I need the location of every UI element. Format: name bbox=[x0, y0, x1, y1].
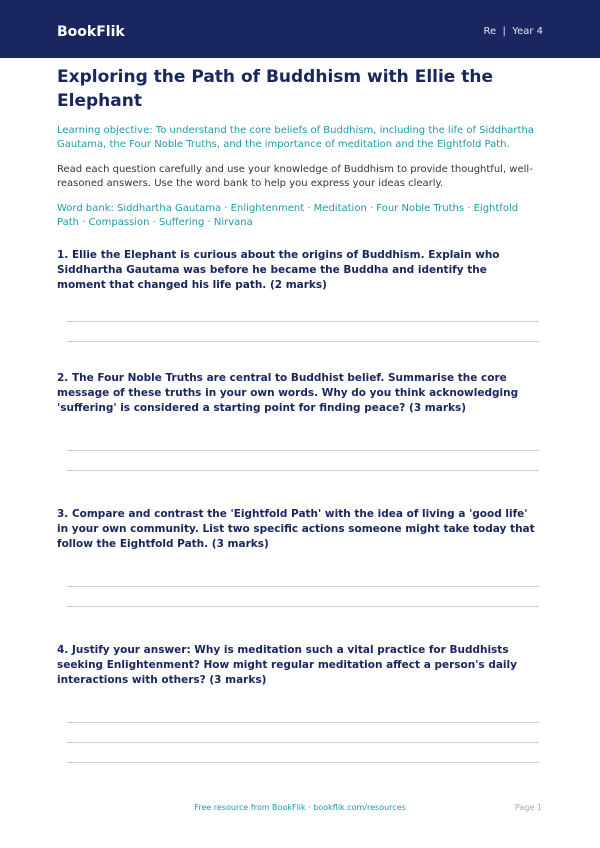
answer-line[interactable] bbox=[67, 722, 539, 723]
answer-line[interactable] bbox=[67, 470, 539, 471]
subject-year-label: Re | Year 4 bbox=[483, 26, 543, 37]
header-bar bbox=[0, 0, 600, 58]
answer-line[interactable] bbox=[67, 606, 539, 607]
answer-line[interactable] bbox=[67, 450, 539, 451]
answer-lines-3 bbox=[67, 586, 539, 607]
question-1: 1. Ellie the Elephant is curious about the origins of Buddhism. Explain who Siddhartha Gautama was before he became the Buddha and identify the moment that changed his life path. (2 marks) bbox=[57, 249, 500, 291]
answer-line[interactable] bbox=[67, 321, 539, 322]
question-4: 4. Justify your answer: Why is meditation such a vital practice for Buddhists seeking Enlightenment? How might regular meditation affect a person's daily interactions with others? (3 marks) bbox=[57, 644, 517, 686]
answer-lines-2 bbox=[67, 450, 539, 471]
word-bank: Word bank: Siddhartha Gautama · Enlightenment · Meditation · Four Noble Truths · Eightfold Path · Compassion · Suffering · Nirvana bbox=[57, 203, 519, 228]
answer-line[interactable] bbox=[67, 742, 539, 743]
worksheet-content bbox=[57, 65, 539, 763]
question-2: 2. The Four Noble Truths are central to Buddhist belief. Summarise the core message of these truths in your own words. Why do you think acknowledging 'suffering' is considered a starting point for finding peace? (3 marks) bbox=[57, 372, 519, 414]
answer-lines-1 bbox=[67, 321, 539, 342]
question-3: 3. Compare and contrast the 'Eightfold Path' with the idea of living a 'good life' in your own community. List two specific actions someone might take today that follow the Eightfold Path. (3 marks) bbox=[57, 508, 535, 550]
answer-lines-4 bbox=[67, 722, 539, 763]
brand-logo: BookFlik bbox=[57, 24, 125, 40]
answer-line[interactable] bbox=[67, 762, 539, 763]
learning-objective: Learning objective: To understand the core beliefs of Buddhism, including the life of Siddhartha Gautama, the Four Noble Truths, and the importance of meditation and the Eightfold Path. bbox=[57, 125, 534, 150]
instructions: Read each question carefully and use your knowledge of Buddhism to provide thoughtful, well-reasoned answers. Use the word bank to help you express your ideas clearly. bbox=[57, 164, 533, 189]
page-number: Page 1 bbox=[515, 803, 542, 812]
answer-line[interactable] bbox=[67, 586, 539, 587]
page-title: Exploring the Path of Buddhism with Ellie the Elephant bbox=[57, 67, 494, 111]
answer-line[interactable] bbox=[67, 341, 539, 342]
footer-source-link[interactable]: Free resource from BookFlik · bookflik.com/resources bbox=[194, 803, 406, 812]
